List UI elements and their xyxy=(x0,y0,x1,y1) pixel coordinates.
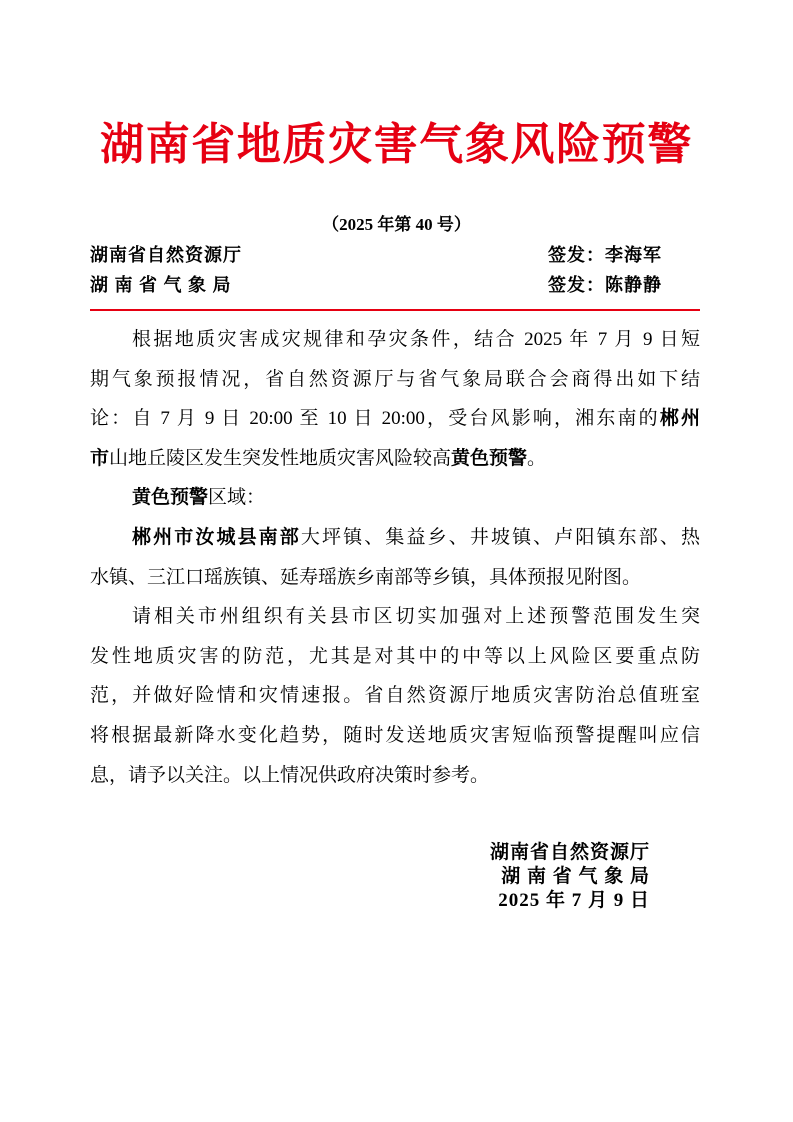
text-line xyxy=(90,597,700,637)
text-run: 区域： xyxy=(208,487,266,509)
issuer-row xyxy=(90,273,700,297)
text-line xyxy=(90,676,700,716)
text-line xyxy=(90,399,700,439)
issuer-org: 湖南省自然资源厅 xyxy=(90,245,242,265)
paragraph-instructions xyxy=(90,597,700,795)
text-run: 发性地质灾害的防范，尤其是对其中的中等以上风险区要重点防 xyxy=(90,645,700,667)
issuer-signer: 签发：李海军 xyxy=(548,245,662,265)
text-line xyxy=(90,756,700,796)
text-run: 范，并做好险情和灾情速报。省自然资源厅地质灾害防治总值班室 xyxy=(90,685,700,707)
text-run: 请相关市州组织有关县市区切实加强对上述预警范围发生突 xyxy=(132,606,700,628)
text-run: 根据地质灾害成灾规律和孕灾条件，结合 2025 年 7 月 9 日短 xyxy=(132,329,700,350)
text-run: 期气象预报情况，省自然资源厅与省气象局联合会商得出如下结 xyxy=(90,368,700,390)
text-run: 山地丘陵区发生突发性地质灾害风险较高 xyxy=(109,447,452,469)
issuer-row xyxy=(90,243,700,267)
text-line xyxy=(90,716,700,756)
bold-text-run: 黄色预警 xyxy=(132,487,209,509)
text-line xyxy=(90,518,700,558)
text-run: 息，请予以关注。以上情况供政府决策时参考。 xyxy=(90,764,490,786)
signature-org: 湖南省自然资源厅 xyxy=(489,842,650,863)
text-line xyxy=(90,558,700,598)
text-line xyxy=(90,320,700,360)
signature-block xyxy=(470,841,650,913)
text-run: 将根据最新降水变化趋势，随时发送地质灾害短临预警提醒叫应信 xyxy=(90,724,700,746)
issue-number: （2025 年第 40 号） xyxy=(322,215,471,234)
header-divider xyxy=(90,309,700,311)
text-line xyxy=(90,637,700,677)
issuer-signer: 签发：陈静静 xyxy=(548,275,662,295)
document-title: 湖南省地质灾害气象风险预警 xyxy=(100,120,693,169)
paragraph-warning-area-heading xyxy=(90,478,700,518)
text-run: 大坪镇、集益乡、井坡镇、卢阳镇东部、热 xyxy=(300,526,700,548)
bold-text-run: 郴州 xyxy=(659,408,700,430)
bold-text-run: 郴州市汝城县南部 xyxy=(132,526,301,548)
text-run: 。 xyxy=(527,447,547,469)
paragraph-forecast xyxy=(90,320,700,478)
signature-date: 2025 年 7 月 9 日 xyxy=(498,890,650,911)
bulletin-body xyxy=(90,320,700,795)
text-run: 水镇、三江口瑶族镇、延寿瑶族乡南部等乡镇，具体预报见附图。 xyxy=(90,566,642,588)
signature-org: 湖 南 省 气 象 局 xyxy=(501,866,650,887)
text-run: 论：自 7 月 9 日 20:00 至 10 日 20:00，受台风影响，湘东南的 xyxy=(90,408,660,430)
text-line xyxy=(90,478,700,518)
bold-text-run: 市 xyxy=(90,447,110,469)
issuer-org: 湖 南 省 气 象 局 xyxy=(90,275,232,295)
text-line xyxy=(90,360,700,400)
text-line xyxy=(90,439,700,479)
bold-text-run: 黄色预警 xyxy=(451,447,528,469)
paragraph-warning-area xyxy=(90,518,700,597)
